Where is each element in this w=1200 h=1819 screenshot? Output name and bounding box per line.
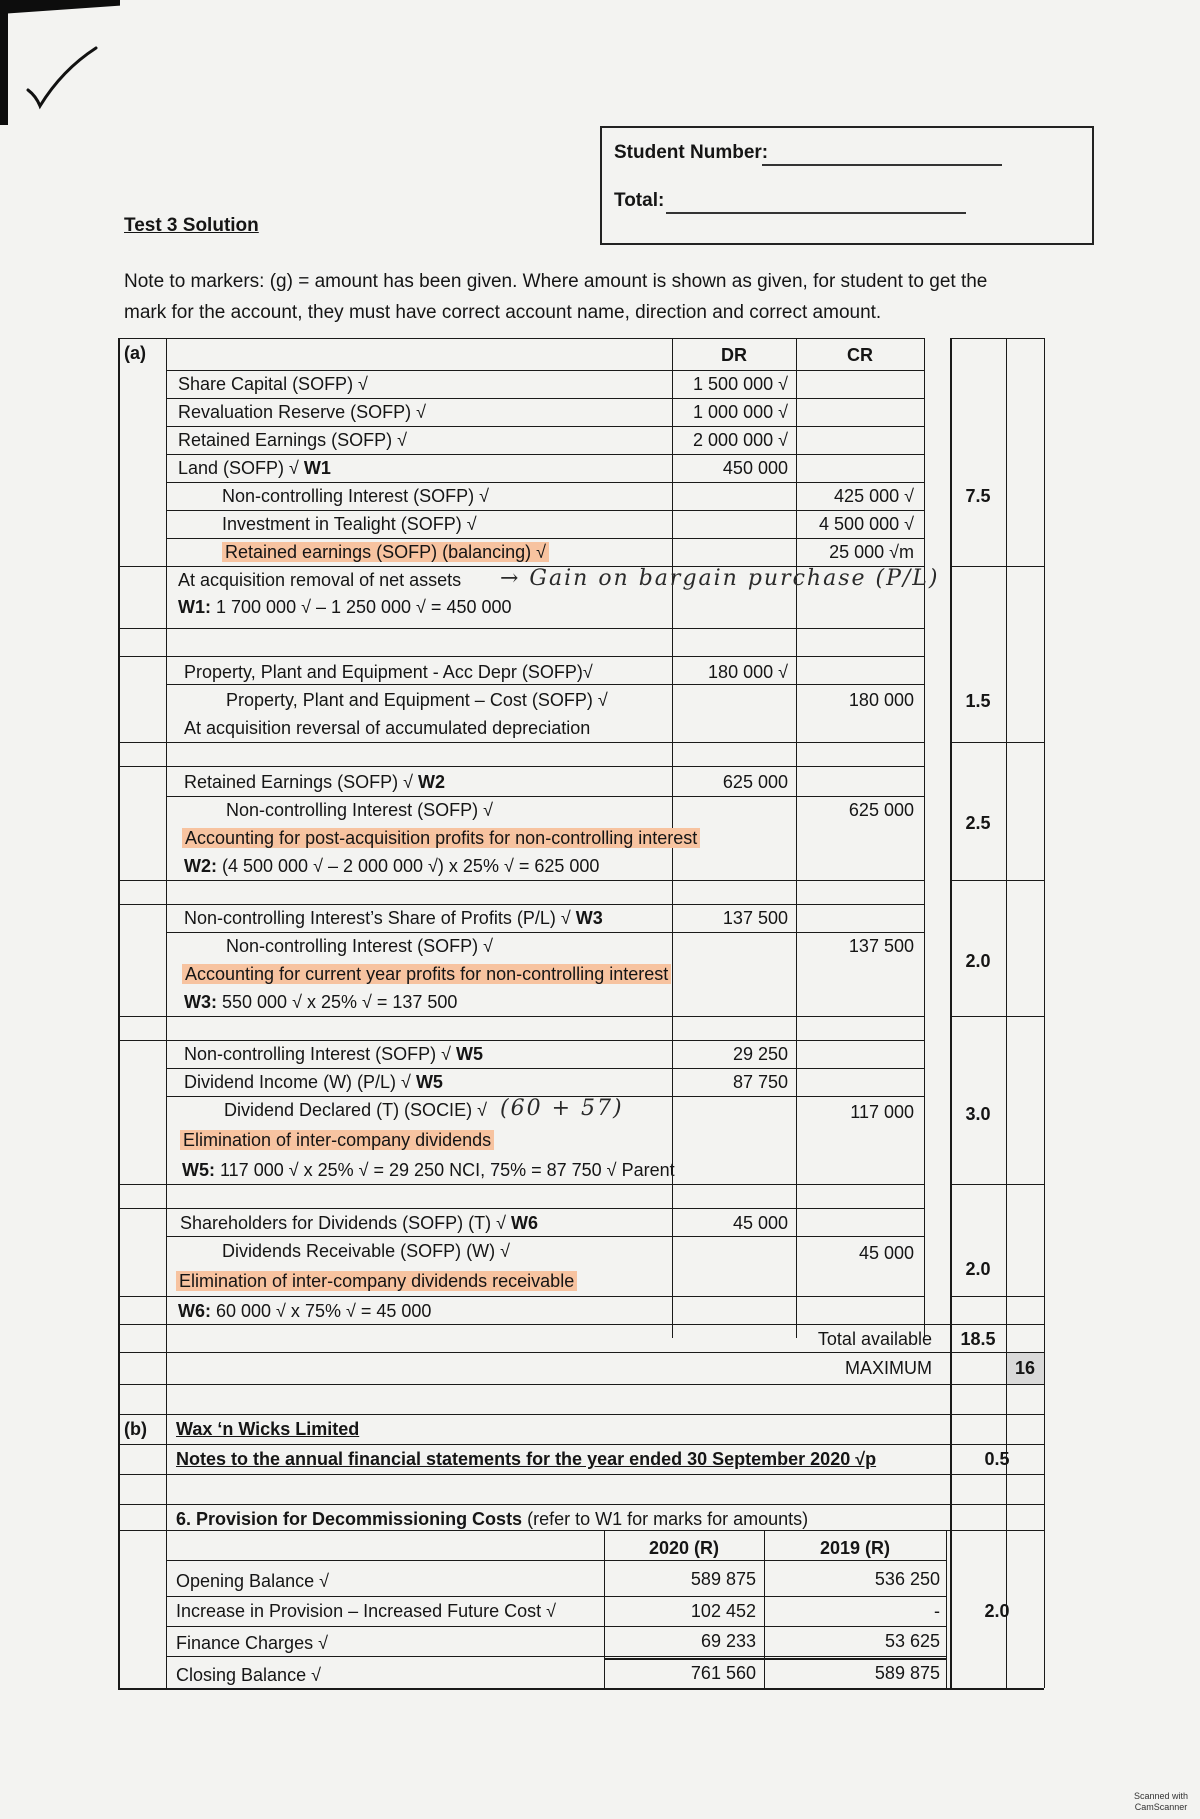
scan-edge	[0, 0, 8, 125]
provision-title-suffix: (refer to W1 for marks for amounts)	[522, 1509, 809, 1529]
grid-line	[118, 1184, 924, 1185]
j1-investment: Investment in Tealight (SOFP) √	[222, 514, 477, 534]
grid-line	[166, 1068, 924, 1069]
j5-nci-dr: 29 250	[732, 1044, 788, 1064]
j3-working-text: (4 500 000 √ – 2 000 000 √) x 25% √ = 625 000	[217, 856, 600, 876]
col-2019-header: 2019 (R)	[819, 1538, 891, 1558]
j5-nci-text: Non-controlling Interest (SOFP) √	[184, 1044, 456, 1064]
j5-dividend-income-dr: 87 750	[732, 1072, 788, 1092]
j1-retained-earnings-dr: 2 000 000 √	[693, 430, 788, 450]
provision-marks: 2.0	[984, 1601, 1010, 1621]
j5-marks: 3.0	[965, 1104, 991, 1124]
grid-line	[1006, 338, 1007, 1688]
provision-row-2019: -	[934, 1601, 940, 1621]
j6-working-label: W6:	[178, 1301, 211, 1321]
j2-ppe-acc-depr-dr: 180 000 √	[708, 662, 788, 682]
provision-row-2020: 69 233	[700, 1631, 756, 1651]
grid-line	[166, 454, 924, 455]
j3-narration-text: Accounting for post-acquisition profits for non-controlling interest	[182, 828, 700, 848]
j5-nci-ref: W5	[455, 1044, 483, 1064]
grid-line	[166, 1596, 946, 1597]
j4-nci: Non-controlling Interest (SOFP) √	[226, 936, 493, 956]
grid-line	[118, 1384, 1044, 1385]
j4-narration-text: Accounting for current year profits for non-controlling interest	[182, 964, 671, 984]
provision-row-2020: 589 875	[690, 1569, 756, 1589]
j5-nci	[184, 1043, 483, 1065]
grid-line	[118, 1530, 1044, 1531]
j1-retained-balancing	[222, 541, 549, 563]
j6-shareholders-dividends	[180, 1212, 538, 1234]
total-available-label: Total available	[817, 1329, 932, 1349]
j1-land	[178, 457, 331, 479]
grid-line	[166, 1236, 924, 1237]
j1-revaluation-reserve: Revaluation Reserve (SOFP) √	[178, 402, 426, 422]
grid-line	[118, 1016, 924, 1017]
grid-line	[950, 1296, 1044, 1297]
grid-line	[166, 796, 924, 797]
camscanner-line1: Scanned with	[1133, 1791, 1188, 1801]
grid-line	[118, 338, 120, 1688]
grid-line	[118, 766, 924, 767]
grid-line	[118, 1688, 1044, 1690]
provision-row-2020: 761 560	[690, 1663, 756, 1683]
camscanner-line2: CamScanner	[1134, 1802, 1188, 1812]
maximum-label: MAXIMUM	[845, 1358, 932, 1378]
grid-line	[118, 1208, 924, 1209]
grid-line	[118, 1474, 1044, 1475]
grid-line	[118, 1040, 924, 1041]
j2-ppe-cost-cr: 180 000	[848, 690, 914, 710]
j1-revaluation-reserve-dr: 1 000 000 √	[693, 402, 788, 422]
j6-narration	[176, 1270, 577, 1292]
j6-working-text: 60 000 √ x 75% √ = 45 000	[211, 1301, 432, 1321]
markers-note: Note to markers: (g) = amount has been given. Where amount is shown as given, for student to get the mark for the account, they must have correct account name, direction and correct amount.	[124, 271, 988, 323]
student-info-box	[600, 126, 1094, 245]
j3-narration	[182, 827, 700, 849]
j5-dividend-declared-cr: 117 000	[850, 1102, 914, 1122]
provision-title	[176, 1508, 808, 1530]
grid-line	[166, 1656, 946, 1657]
j6-shareholders-ref: W6	[510, 1213, 538, 1233]
grid-line	[118, 1296, 924, 1297]
j1-retained-earnings: Retained Earnings (SOFP) √	[178, 430, 407, 450]
j3-retained-earnings-text: Retained Earnings (SOFP) √	[184, 772, 418, 792]
grid-line	[950, 1016, 1044, 1017]
grid-line	[166, 426, 924, 427]
j1-land-text: Land (SOFP) √	[178, 458, 304, 478]
j3-nci: Non-controlling Interest (SOFP) √	[226, 800, 493, 820]
provision-row-label: Closing Balance √	[176, 1665, 321, 1685]
grid-line	[166, 370, 924, 371]
j5-dividend-declared: Dividend Declared (T) (SOCIE) √	[224, 1100, 487, 1120]
j1-narration: At acquisition removal of net assets	[178, 570, 462, 590]
notes-title: Notes to the annual financial statements for the year ended 30 September 2020 √p	[176, 1449, 877, 1469]
j2-narration: At acquisition reversal of accumulated depreciation	[184, 718, 591, 738]
j1-land-ref: W1	[303, 458, 331, 478]
j2-marks: 1.5	[965, 691, 991, 711]
grid-line	[118, 1324, 1044, 1325]
grid-line	[118, 880, 924, 881]
grid-line	[950, 880, 1044, 881]
provision-row-label: Finance Charges √	[176, 1633, 328, 1653]
j1-retained-balancing-cr: 25 000 √m	[829, 542, 914, 562]
grid-line	[166, 398, 924, 399]
col-2020-header: 2020 (R)	[648, 1538, 720, 1558]
j1-investment-cr: 4 500 000 √	[819, 514, 914, 534]
total-line	[666, 212, 966, 214]
j3-retained-earnings-dr: 625 000	[722, 772, 788, 792]
j6-working	[178, 1300, 431, 1322]
j5-working-text: 117 000 √ x 25% √ = 29 250 NCI, 75% = 87 750 √ Parent	[215, 1160, 675, 1180]
j4-working	[184, 991, 457, 1013]
j1-nci: Non-controlling Interest (SOFP) √	[222, 486, 489, 506]
j1-marks: 7.5	[965, 486, 991, 506]
j3-nci-cr: 625 000	[848, 800, 914, 820]
j5-narration	[180, 1129, 494, 1151]
j1-handwritten-note: → Gain on bargain purchase (P/L)	[500, 566, 940, 591]
j4-nci-share-profits	[184, 907, 603, 929]
grid-line	[166, 338, 167, 1688]
grid-line	[166, 510, 924, 511]
j1-working-label: W1:	[178, 597, 211, 617]
grid-line	[166, 1626, 946, 1627]
part-b-label: (b)	[124, 1419, 147, 1439]
j5-dividend-income	[184, 1071, 443, 1093]
j1-nci-cr: 425 000 √	[834, 486, 914, 506]
j6-narration-text: Elimination of inter-company dividends receivable	[176, 1271, 577, 1291]
j1-working-text: 1 700 000 √ – 1 250 000 √ = 450 000	[211, 597, 512, 617]
j5-handwritten-note: (60 + 57)	[500, 1096, 624, 1121]
provision-title-text: 6. Provision for Decommissioning Costs	[176, 1509, 523, 1529]
j2-ppe-cost: Property, Plant and Equipment – Cost (SOFP) √	[226, 690, 608, 710]
grid-line	[118, 628, 924, 629]
j3-working	[184, 855, 599, 877]
j5-narration-text: Elimination of inter-company dividends	[180, 1130, 494, 1150]
total-label: Total:	[614, 190, 665, 211]
grid-line	[166, 482, 924, 483]
grid-line	[118, 742, 924, 743]
provision-row-label: Opening Balance √	[176, 1571, 329, 1591]
student-number-label: Student Number:	[614, 142, 769, 163]
grid-line	[118, 1352, 1044, 1353]
maximum-value: 16	[1014, 1358, 1036, 1378]
j6-dividends-receivable: Dividends Receivable (SOFP) (W) √	[222, 1241, 510, 1261]
tick-mark-icon	[22, 40, 102, 120]
grid-line	[166, 538, 924, 539]
grid-line	[604, 1658, 946, 1660]
j6-marks: 2.0	[965, 1259, 991, 1279]
grid-line	[166, 684, 924, 685]
j4-nci-cr: 137 500	[848, 936, 914, 956]
j1-share-capital: Share Capital (SOFP) √	[178, 374, 368, 394]
page-title: Test 3 Solution	[124, 215, 259, 236]
grid-line	[166, 932, 924, 933]
provision-row-2019: 53 625	[884, 1631, 940, 1651]
grid-line	[166, 1560, 946, 1561]
grid-line	[118, 656, 924, 657]
grid-line	[118, 338, 924, 339]
company-name: Wax ‘n Wicks Limited	[176, 1419, 360, 1439]
camscanner-badge	[1134, 1791, 1188, 1813]
grid-line	[950, 566, 1044, 567]
grid-line	[924, 338, 925, 1338]
grid-line	[118, 904, 924, 905]
scan-top-edge	[0, 0, 120, 14]
j3-marks: 2.5	[965, 813, 991, 833]
provision-row-2019: 536 250	[874, 1569, 940, 1589]
j4-working-label: W3:	[184, 992, 217, 1012]
j4-narration	[182, 963, 671, 985]
j1-share-capital-dr: 1 500 000 √	[693, 374, 788, 394]
j3-working-label: W2:	[184, 856, 217, 876]
j4-nci-share-text: Non-controlling Interest’s Share of Profits (P/L) √	[184, 908, 576, 928]
j5-working	[182, 1159, 675, 1181]
provision-row-label: Increase in Provision – Increased Future Cost √	[176, 1601, 557, 1621]
j5-dividend-income-ref: W5	[415, 1072, 443, 1092]
j4-nci-share-ref: W3	[575, 908, 603, 928]
dr-header: DR	[721, 345, 747, 365]
cr-header: CR	[847, 345, 873, 365]
j4-nci-share-dr: 137 500	[722, 908, 788, 928]
provision-row-2020: 102 452	[690, 1601, 756, 1621]
grid-line	[946, 1530, 947, 1688]
j5-dividend-income-text: Dividend Income (W) (P/L) √	[184, 1072, 416, 1092]
j3-retained-earnings	[184, 771, 445, 793]
grid-line	[950, 338, 1044, 339]
part-a-label: (a)	[124, 343, 146, 363]
notes-marks: 0.5	[984, 1449, 1010, 1469]
j6-shareholders-dr: 45 000	[732, 1213, 788, 1233]
student-number-line	[762, 164, 1002, 166]
grid-line	[1044, 338, 1045, 1688]
grid-line	[950, 1184, 1044, 1185]
total-available-value: 18.5	[960, 1329, 996, 1349]
grid-line	[950, 338, 952, 1688]
j2-ppe-acc-depr: Property, Plant and Equipment - Acc Depr (SOFP)√	[184, 662, 593, 682]
j1-working	[178, 596, 512, 618]
grid-line	[118, 1444, 1044, 1445]
provision-row-2019: 589 875	[874, 1663, 940, 1683]
j1-land-dr: 450 000	[722, 458, 788, 478]
j4-marks: 2.0	[965, 951, 991, 971]
j5-working-label: W5:	[182, 1160, 215, 1180]
j4-working-text: 550 000 √ x 25% √ = 137 500	[217, 992, 458, 1012]
j3-retained-earnings-ref: W2	[417, 772, 445, 792]
j6-dividends-receivable-cr: 45 000	[858, 1243, 914, 1263]
j6-shareholders-text: Shareholders for Dividends (SOFP) (T) √	[180, 1213, 511, 1233]
j1-retained-balancing-text: Retained earnings (SOFP) (balancing) √	[222, 542, 549, 562]
grid-line	[118, 1504, 1044, 1505]
grid-line	[118, 1414, 1044, 1415]
grid-line	[950, 742, 1044, 743]
